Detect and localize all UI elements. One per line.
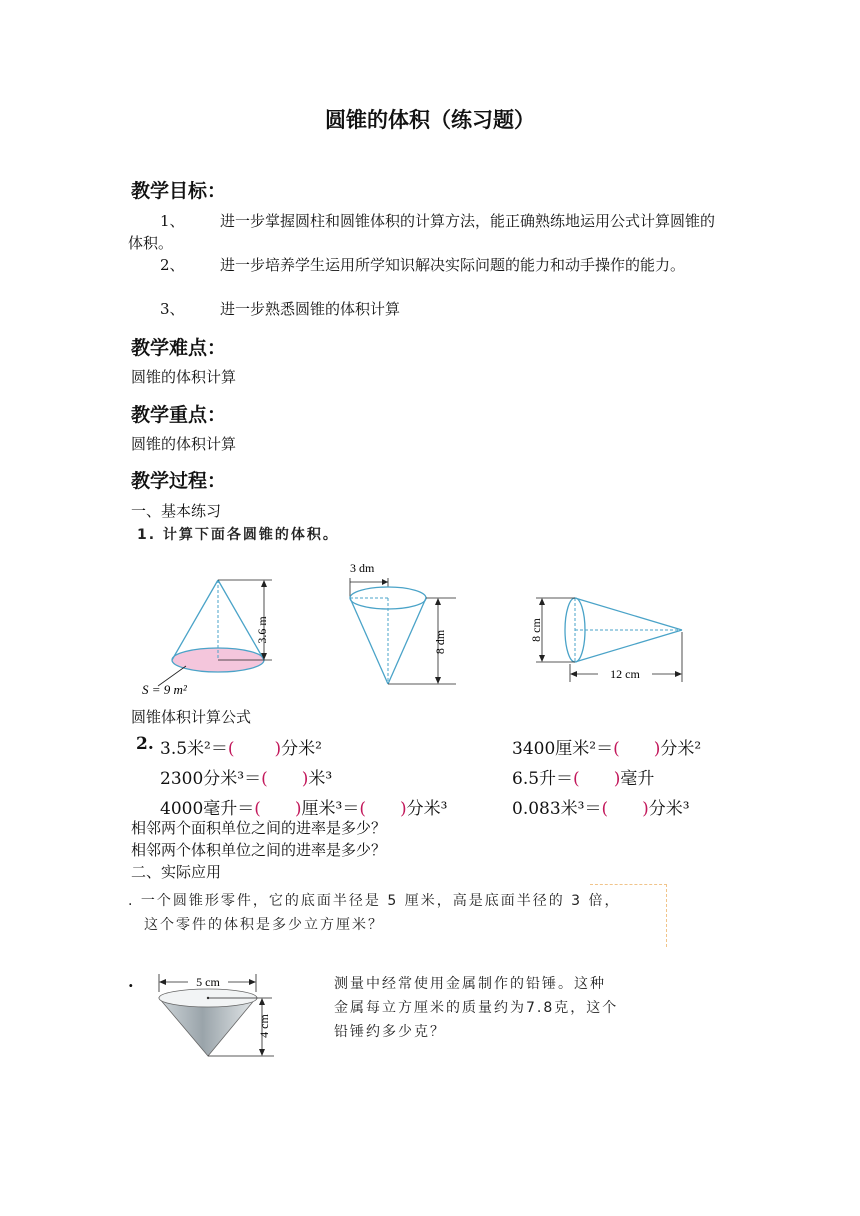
objective-text: 进一步培养学生运用所学知识解决实际问题的能力和动手操作的能力。 xyxy=(220,256,686,274)
section-application: 二、实际应用 xyxy=(131,863,222,881)
fig2-top-label: 3 dm xyxy=(350,561,375,575)
fig1-height-label: 3.6 m xyxy=(255,616,269,644)
cone-figure-3 xyxy=(528,590,688,690)
plumb-bob-figure xyxy=(150,970,282,1066)
fig3-length-label: 12 cm xyxy=(610,667,640,681)
objective-number: 1、 xyxy=(160,212,185,230)
application-problem-1-line1: . 一个圆锥形零件，它的底面半径是 5 厘米，高是底面半径的 3 倍， xyxy=(128,893,621,909)
cone-figure-2 xyxy=(338,558,468,690)
exercise1-title: 1. 计算下面各圆锥的体积。 xyxy=(137,527,339,543)
fig1-area-label: S = 9 m² xyxy=(142,682,187,697)
section-basic-practice: 一、基本练习 xyxy=(131,502,222,520)
cone-figure-1 xyxy=(136,570,306,702)
conversion-q3: 2300分米³＝( )米³ xyxy=(160,769,333,789)
focus-heading: 教学重点： xyxy=(131,404,227,426)
plumb-height-label: 4 cm xyxy=(257,1014,271,1038)
objective-text: 进一步掌握圆柱和圆锥体积的计算方法，能正确熟练地运用公式计算圆锥的体积。 xyxy=(128,212,716,252)
application-problem-2-text: 测量中经常使用金属制作的铅锤。这种 金属每立方厘米的质量约为7.8克，这个 铅锤约多少克？ xyxy=(334,976,619,1040)
objectives-heading: 教学目标： xyxy=(131,180,227,202)
page-title: 圆锥的体积（练习题） xyxy=(325,107,535,132)
volume-formula-caption: 圆锥体积计算公式 xyxy=(131,708,252,726)
exercise2-number: 2. xyxy=(136,734,154,754)
objectives-list xyxy=(128,210,760,320)
conversion-q2: 3400厘米²＝( )分米² xyxy=(512,739,702,759)
conversion-q1: 3.5米²＝( )分米² xyxy=(160,739,322,759)
difficulty-text: 圆锥的体积计算 xyxy=(131,368,237,386)
process-heading: 教学过程： xyxy=(131,470,227,492)
focus-text: 圆锥的体积计算 xyxy=(131,435,237,453)
plumb-top-label: 5 cm xyxy=(196,975,220,989)
conversion-q4: 6.5升＝( )毫升 xyxy=(512,769,655,789)
objective-text: 进一步熟悉圆锥的体积计算 xyxy=(220,300,401,318)
objective-number: 2、 xyxy=(160,256,185,274)
application-problem-2-dot: . xyxy=(128,972,134,991)
application-problem-1-line2: 这个零件的体积是多少立方厘米？ xyxy=(144,917,384,933)
difficulty-heading: 教学难点： xyxy=(131,337,227,359)
fig3-diameter-label: 8 cm xyxy=(529,618,543,642)
fig2-height-label: 8 dm xyxy=(433,629,447,655)
conversion-q5: 4000毫升＝( )厘米³＝( )分米³ xyxy=(160,799,448,819)
conversion-q6: 0.083米³＝( )分米³ xyxy=(512,799,690,819)
objective-number: 3、 xyxy=(160,300,185,318)
question-area-rate: 相邻两个面积单位之间的进率是多少？ xyxy=(131,819,387,837)
question-volume-rate: 相邻两个体积单位之间的进率是多少？ xyxy=(131,841,387,859)
